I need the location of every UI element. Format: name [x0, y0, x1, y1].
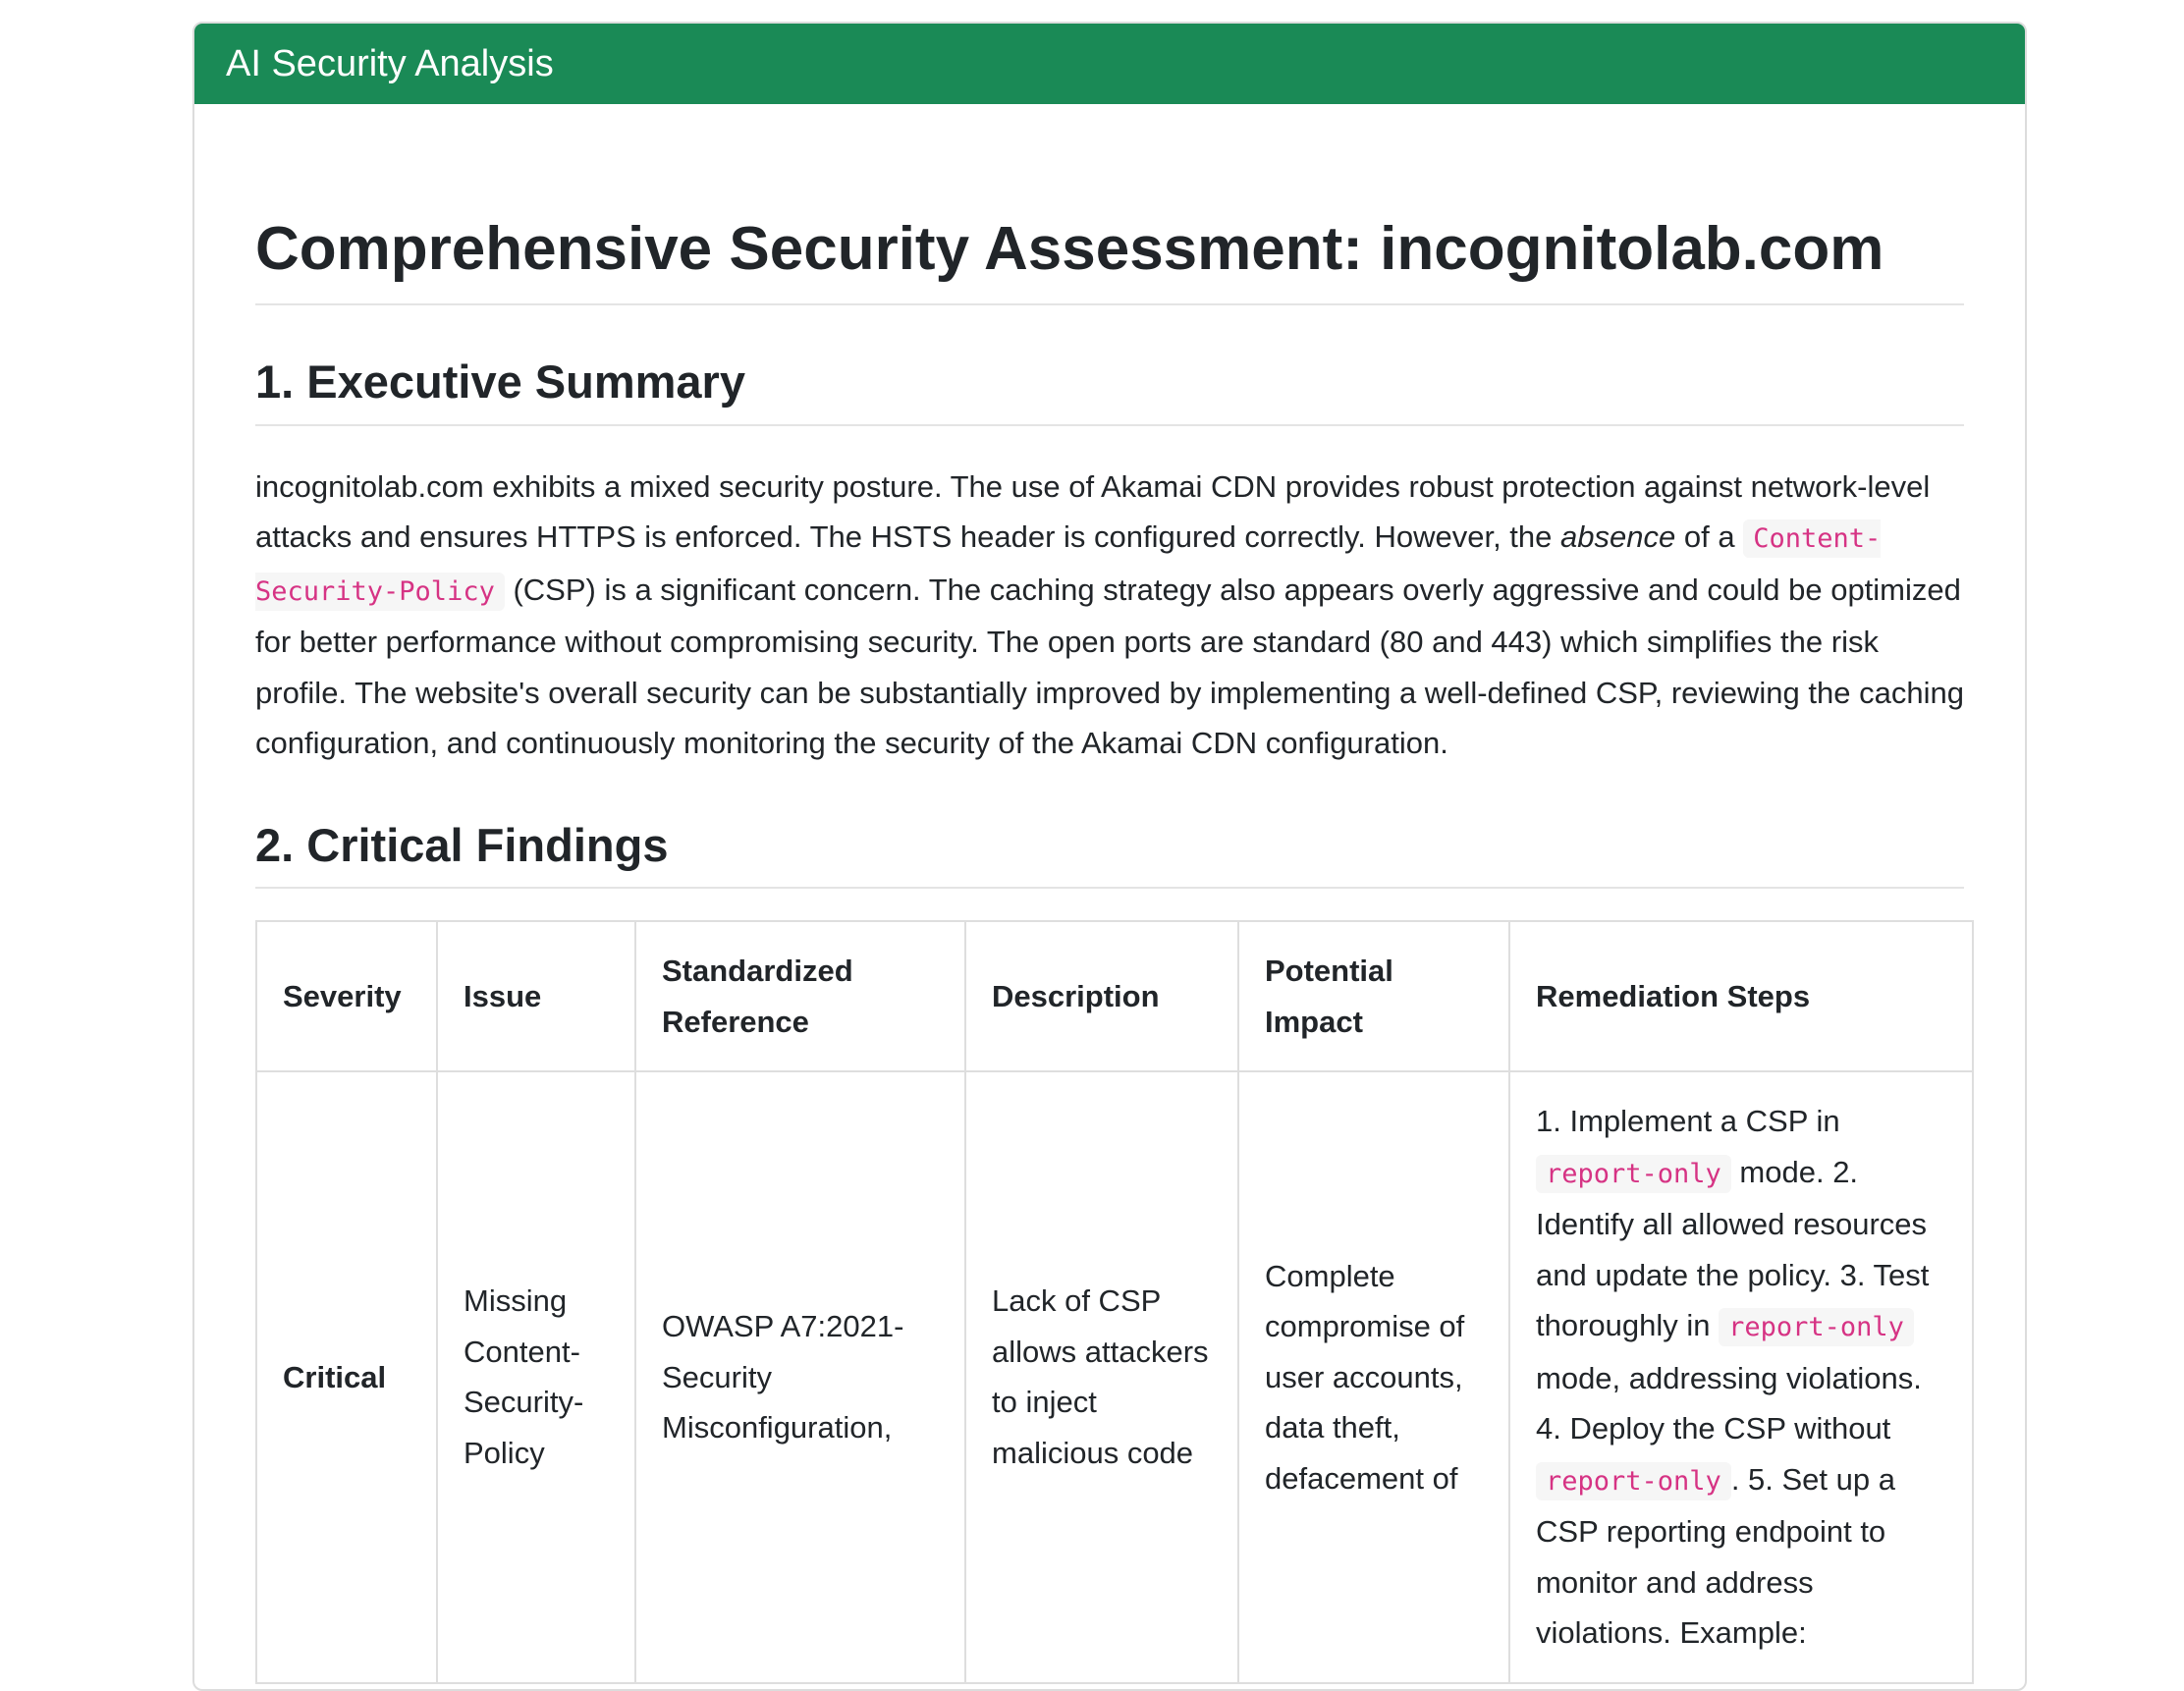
card-title: AI Security Analysis [226, 42, 554, 84]
inline-code: report-only [1719, 1308, 1914, 1346]
remediation-text-part: mode. 2. Identify all allowed resources and update the policy. 3. Test thoroughly in [1536, 1154, 1930, 1343]
remediation-cell [1509, 1071, 1973, 1683]
summary-text-part: of a [1675, 519, 1744, 555]
critical-findings-heading: 2. Critical Findings [255, 818, 1964, 889]
summary-text-part: (CSP) is a significant concern. The caching strategy also appears overly aggressive and could be optimized for better performance without compromising security. The open ports are standard (80 and 443) which simplifies the risk profile. The website's overall security can be substantially improved by implementing a well-defined CSP, reviewing the caching configuration, and continuously monitoring the security of the Akamai CDN configuration. [255, 572, 1964, 761]
reference-cell: OWASP A7:2021-Security Misconfiguration, [635, 1071, 965, 1683]
remediation-text-part: mode, addressing violations. 4. Deploy the CSP without [1536, 1360, 1922, 1446]
column-header-remediation: Remediation Steps [1509, 921, 1973, 1071]
inline-code: report-only [1536, 1155, 1731, 1193]
executive-summary-heading: 1. Executive Summary [255, 355, 1964, 425]
severity-cell: Critical [256, 1071, 437, 1683]
summary-text-part: incognitolab.com exhibits a mixed security posture. The use of Akamai CDN provides robust protection against network-level attacks and ensures HTTPS is enforced. The HSTS header is configured correctly. However, the [255, 468, 1931, 555]
summary-emphasis: absence [1560, 519, 1676, 555]
column-header-severity: Severity [256, 921, 437, 1071]
column-header-impact: Potential Impact [1238, 921, 1509, 1071]
table-row [256, 1071, 1973, 1683]
column-header-issue: Issue [437, 921, 635, 1071]
table-header-row [256, 921, 1973, 1071]
issue-cell: Missing Content-Security-Policy [437, 1071, 635, 1683]
inline-code: report-only [1536, 1462, 1731, 1500]
report-content [194, 214, 2025, 1684]
remediation-text-part: 1. Implement a CSP in [1536, 1104, 1840, 1139]
remediation-text-part: . 5. Set up a CSP reporting endpoint to monitor and address violations. Example: [1536, 1461, 1895, 1651]
description-cell: Lack of CSP allows attackers to inject malicious code [965, 1071, 1238, 1683]
report-title: Comprehensive Security Assessment: incognitolab.com [255, 214, 1964, 305]
column-header-reference: Standardized Reference [635, 921, 965, 1071]
impact-cell: Complete compromise of user accounts, data theft, defacement of [1238, 1071, 1509, 1683]
column-header-description: Description [965, 921, 1238, 1071]
analysis-card [192, 22, 2027, 1691]
inline-code: Content-Security-Policy [255, 519, 1881, 611]
findings-table [255, 920, 1974, 1684]
card-header [194, 24, 2025, 104]
executive-summary-text [255, 462, 1964, 769]
